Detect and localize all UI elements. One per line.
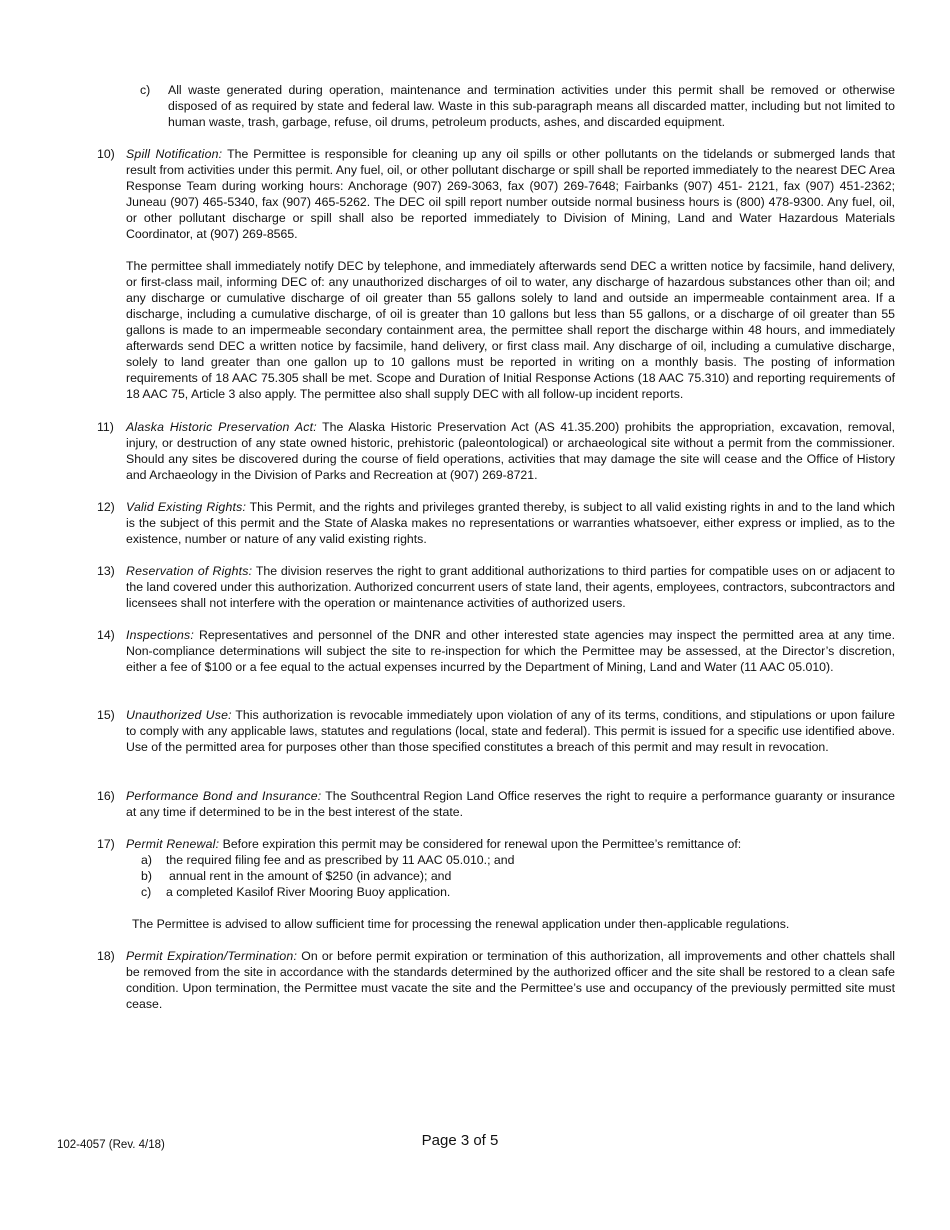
- clause-item-c: [140, 82, 895, 130]
- clause-paragraph-2: The permittee shall immediately notify DEC by telephone, and immediately afterwards send DEC a written notice by facsimile, hand delivery, or first-class mail, informing DEC of: any unauthorized discharges of oil to water, any discharge of hazardous substances other than oil; and any discharge or cumulative discharge of oil greater than 55 gallons solely to land and outside an impermeable containment area. If a discharge, including a cumulative discharge, of oil is greater than 10 gallons but less than 55 gallons, or a discharge of oil greater than 55 gallons is made to an impermeable secondary containment area, the permittee shall report the discharge within 48 hours, and immediately afterwards send DEC a written notice by facsimile, hand delivery, or first class mail. Any discharge of oil, including a cumulative discharge, solely to land greater than one gallon up to 10 gallons must be reported in writing on a monthly basis. The posting of information requirements of 18 AAC 75.305 shall be met. Scope and Duration of Initial Response Actions (18 AAC 75.310) and reporting requirements of 18 AAC 75, Article 3 also apply. The permittee also shall supply DEC with all follow-up incident reports.: [126, 259, 895, 401]
- clause-text: [126, 499, 895, 547]
- clause-body: This Permit, and the rights and privileges granted thereby, is subject to all valid existing rights in and to the land which is the subject of this permit and the State of Alaska makes no representations or warranties whatsoever, either express or implied, as to the existence, number or nature of any valid existing rights.: [126, 500, 895, 546]
- clause-12-valid-existing-rights: [97, 499, 895, 547]
- clause-heading: Spill Notification:: [126, 147, 223, 161]
- clause-body: Representatives and personnel of the DNR and other interested state agencies may inspect the permitted area at any time. Non-compliance determinations will subject the site to re-inspection for which the Permittee may be assessed, at the Director’s discretion, either a fee of $100 or a fee equal to the actual expenses incurred by the Department of Mining, Land and Water (11 AAC 05.010).: [126, 628, 895, 674]
- clause-number: 14): [97, 628, 115, 642]
- clause-text: [126, 948, 895, 1012]
- clause-text: [126, 788, 895, 820]
- renewal-note: The Permittee is advised to allow sufficient time for processing the renewal application under then-applicable regulations.: [132, 917, 790, 931]
- clause-15-unauthorized-use: [97, 707, 895, 755]
- page-number: Page 3 of 5: [421, 1132, 499, 1149]
- clause-heading: Inspections:: [126, 628, 195, 642]
- clause-number: 17): [97, 837, 115, 851]
- list-item-text: a completed Kasilof River Mooring Buoy application.: [166, 885, 451, 899]
- clause-18-permit-expiration: [97, 948, 895, 1012]
- clause-heading: Permit Expiration/Termination:: [126, 949, 298, 963]
- clause-label: c): [140, 83, 151, 97]
- clause-body: This authorization is revocable immediately upon violation of any of its terms, conditions, and stipulations or upon failure to comply with any applicable laws, statutes and regulations (local, state and federal). This permit is issued for a specific use identified above. Use of the permitted area for purposes other than those specified constitutes a breach of this permit and may result in revocation.: [126, 708, 895, 754]
- clause-number: 13): [97, 564, 115, 578]
- clause-heading: Alaska Historic Preservation Act:: [126, 420, 317, 434]
- list-item: [126, 868, 895, 884]
- clause-17-permit-renewal: [97, 836, 895, 932]
- renewal-requirements-list: [126, 852, 895, 900]
- clause-body: The Permittee is responsible for cleaning up any oil spills or other pollutants on the tidelands or submerged lands that result from activities under this permit. Any fuel, oil, or other pollutant discharge or spill shall be reported immediately to the nearest DEC Area Response Team during working hours: Anchorage (907) 269-3063, fax (907) 269-7648; Fairbanks (907) 451- 2121, fax (907) 451-2362; Juneau (907) 465-5340, fax (907) 465-5262. The DEC oil spill report number outside normal business hours is (800) 478-9300. Any fuel, oil, or other pollutant discharge or spill shall also be reported immediately to Division of Mining, Land and Water Hazardous Materials Coordinator, at (907) 269-8565.: [126, 147, 895, 241]
- clause-16-performance-bond: [97, 788, 895, 820]
- clause-heading: Performance Bond and Insurance:: [126, 789, 322, 803]
- clause-body: The Southcentral Region Land Office reserves the right to require a performance guaranty or insurance at any time if determined to be in the best interest of the state.: [126, 789, 895, 819]
- clause-text: [126, 836, 895, 852]
- clause-heading: Unauthorized Use:: [126, 708, 232, 722]
- clause-body: On or before permit expiration or termination of this authorization, all improvements and other chattels shall be removed from the site in accordance with the standards determined by the authorized officer and the site shall be restored to a clean safe condition. Upon termination, the Permittee must vacate the site and the Permittee’s use and occupancy of the previously permitted site must cease.: [126, 949, 895, 1011]
- clause-number: 15): [97, 708, 115, 722]
- list-item: [126, 884, 895, 900]
- clause-number: 11): [97, 420, 114, 434]
- clause-10-spill-notification: [97, 146, 895, 402]
- clause-13-reservation-of-rights: [97, 563, 895, 611]
- clause-body: Before expiration this permit may be considered for renewal upon the Permittee’s remittance of:: [222, 837, 742, 851]
- clause-number: 10): [97, 147, 115, 161]
- clause-body: The division reserves the right to grant additional authorizations to third parties for compatible uses on or adjacent to the land covered under this authorization. Authorized concurrent users of state land, their agents, employees, contractors, subcontractors and licensees shall not interfere with the operation or maintenance activities of authorized users.: [126, 564, 895, 610]
- clause-14-inspections: [97, 627, 895, 675]
- clause-heading: Valid Existing Rights:: [126, 500, 247, 514]
- clause-body: The Alaska Historic Preservation Act (AS 41.35.200) prohibits the appropriation, excavation, removal, injury, or destruction of any state owned historic, prehistoric (paleontological) or archaeological site without a permit from the commissioner. Should any sites be discovered during the course of field operations, activities that may damage the site will cease and the Office of History and Archaeology in the Division of Parks and Recreation at (907) 269-8721.: [126, 420, 895, 482]
- list-item-text: annual rent in the amount of $250 (in advance); and: [169, 869, 452, 883]
- clause-11-historic-preservation: [97, 419, 895, 483]
- clause-number: 18): [97, 949, 115, 963]
- clause-heading: Permit Renewal:: [126, 837, 220, 851]
- list-item-label: b): [141, 869, 152, 883]
- form-number: 102-4057 (Rev. 4/18): [57, 1139, 165, 1151]
- clause-text: [126, 419, 895, 483]
- clause-text: All waste generated during operation, maintenance and termination activities under this permit shall be removed or otherwise disposed of as required by state and federal law. Waste in this sub-paragraph means all discarded matter, including but not limited to human waste, trash, garbage, refuse, oil drums, petroleum products, ashes, and discarded equipment.: [168, 83, 895, 129]
- list-item-label: a): [141, 853, 152, 867]
- clause-number: 16): [97, 789, 115, 803]
- list-item-label: c): [141, 885, 152, 899]
- clause-number: 12): [97, 500, 115, 514]
- clause-heading: Reservation of Rights:: [126, 564, 253, 578]
- clause-text: [126, 563, 895, 611]
- clause-text: [126, 627, 895, 675]
- clause-text: [126, 146, 895, 242]
- list-item: [126, 852, 895, 868]
- clause-text: [126, 707, 895, 755]
- list-item-text: the required filing fee and as prescribed by 11 AAC 05.010.; and: [166, 853, 515, 867]
